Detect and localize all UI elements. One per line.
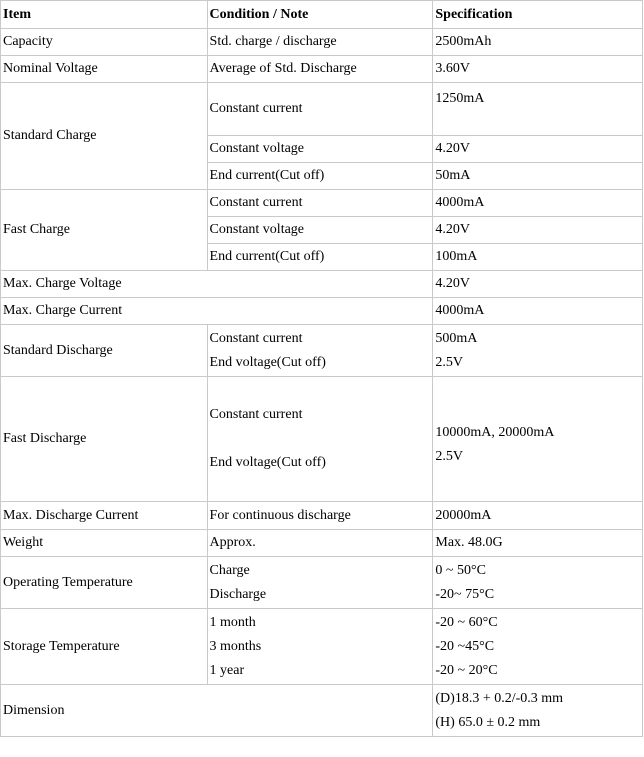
spec-line: (D)18.3 + 0.2/-0.3 mm bbox=[435, 690, 564, 706]
item-cell: Max. Charge Current bbox=[1, 298, 433, 325]
table-row-weight bbox=[1, 530, 643, 557]
condition-line: 1 month bbox=[209, 614, 256, 630]
condition-line: Constant current bbox=[209, 330, 303, 346]
condition-cell: Constant current bbox=[207, 83, 433, 136]
table-row-operating-temperature bbox=[1, 557, 643, 609]
spec-line: -20 ~ 60°C bbox=[435, 614, 498, 630]
spec-cell bbox=[433, 325, 643, 377]
condition-line: End voltage(Cut off) bbox=[209, 354, 326, 370]
condition-cell: Constant voltage bbox=[207, 217, 433, 244]
table-row-dimension bbox=[1, 685, 643, 737]
item-cell: Dimension bbox=[1, 685, 433, 737]
condition-cell bbox=[207, 557, 433, 609]
spec-cell: 4.20V bbox=[433, 217, 643, 244]
condition-cell: End current(Cut off) bbox=[207, 163, 433, 190]
spec-cell: 100mA bbox=[433, 244, 643, 271]
item-cell: Fast Charge bbox=[1, 190, 208, 271]
table-row-standard-charge bbox=[1, 83, 643, 136]
spec-line: -20 ~ 20°C bbox=[435, 662, 498, 678]
condition-line: 3 months bbox=[209, 638, 262, 654]
spec-cell: 3.60V bbox=[433, 56, 643, 83]
condition-cell bbox=[207, 609, 433, 685]
condition-line: Constant current bbox=[209, 407, 303, 422]
spec-cell: 1250mA bbox=[433, 83, 643, 136]
condition-line: End voltage(Cut off) bbox=[209, 455, 326, 470]
condition-cell: Constant current bbox=[207, 190, 433, 217]
condition-cell: For continuous discharge bbox=[207, 502, 433, 530]
header-specification: Specification bbox=[433, 1, 643, 29]
spec-cell: 20000mA bbox=[433, 502, 643, 530]
condition-cell: Average of Std. Discharge bbox=[207, 56, 433, 83]
spacer bbox=[210, 427, 431, 451]
condition-cell: Std. charge / discharge bbox=[207, 29, 433, 56]
spec-line: -20~ 75°C bbox=[435, 586, 495, 602]
table-row-max-charge-voltage bbox=[1, 271, 643, 298]
condition-cell: Constant voltage bbox=[207, 136, 433, 163]
spec-line: 0 ~ 50°C bbox=[435, 562, 486, 578]
spec-cell bbox=[433, 557, 643, 609]
item-cell: Capacity bbox=[1, 29, 208, 56]
item-cell: Standard Discharge bbox=[1, 325, 208, 377]
table-row-nominal-voltage bbox=[1, 56, 643, 83]
spec-line: (H) 65.0 ± 0.2 mm bbox=[435, 714, 541, 730]
spec-line: 10000mA, 20000mA bbox=[435, 425, 555, 440]
spec-cell: 2500mAh bbox=[433, 29, 643, 56]
spec-cell: 50mA bbox=[433, 163, 643, 190]
spec-line: 500mA bbox=[435, 330, 478, 346]
spec-cell: Max. 48.0G bbox=[433, 530, 643, 557]
table-row-standard-discharge bbox=[1, 325, 643, 377]
table-row-capacity bbox=[1, 29, 643, 56]
table-row-max-charge-current bbox=[1, 298, 643, 325]
spec-cell bbox=[433, 377, 643, 502]
item-cell: Fast Discharge bbox=[1, 377, 208, 502]
header-item: Item bbox=[1, 1, 208, 29]
spec-cell bbox=[433, 685, 643, 737]
spec-line: 2.5V bbox=[435, 354, 464, 370]
header-row bbox=[1, 1, 643, 29]
spec-line: 2.5V bbox=[435, 449, 464, 464]
item-cell: Nominal Voltage bbox=[1, 56, 208, 83]
table-row-fast-discharge bbox=[1, 377, 643, 502]
item-cell: Standard Charge bbox=[1, 83, 208, 190]
condition-cell bbox=[207, 325, 433, 377]
item-cell: Weight bbox=[1, 530, 208, 557]
item-cell: Operating Temperature bbox=[1, 557, 208, 609]
spec-cell: 4000mA bbox=[433, 298, 643, 325]
item-cell: Storage Temperature bbox=[1, 609, 208, 685]
item-cell: Max. Charge Voltage bbox=[1, 271, 433, 298]
header-condition: Condition / Note bbox=[207, 1, 433, 29]
spec-line: -20 ~45°C bbox=[435, 638, 495, 654]
table-row-fast-charge bbox=[1, 190, 643, 217]
spec-cell: 4.20V bbox=[433, 136, 643, 163]
spec-cell bbox=[433, 609, 643, 685]
condition-line: 1 year bbox=[209, 662, 245, 678]
table-row-max-discharge-current bbox=[1, 502, 643, 530]
spec-cell: 4.20V bbox=[433, 271, 643, 298]
condition-line: Discharge bbox=[209, 586, 267, 602]
item-cell: Max. Discharge Current bbox=[1, 502, 208, 530]
spec-cell: 4000mA bbox=[433, 190, 643, 217]
table-row-storage-temperature bbox=[1, 609, 643, 685]
condition-cell: Approx. bbox=[207, 530, 433, 557]
condition-cell bbox=[207, 377, 433, 502]
condition-cell: End current(Cut off) bbox=[207, 244, 433, 271]
condition-line: Charge bbox=[209, 562, 250, 578]
